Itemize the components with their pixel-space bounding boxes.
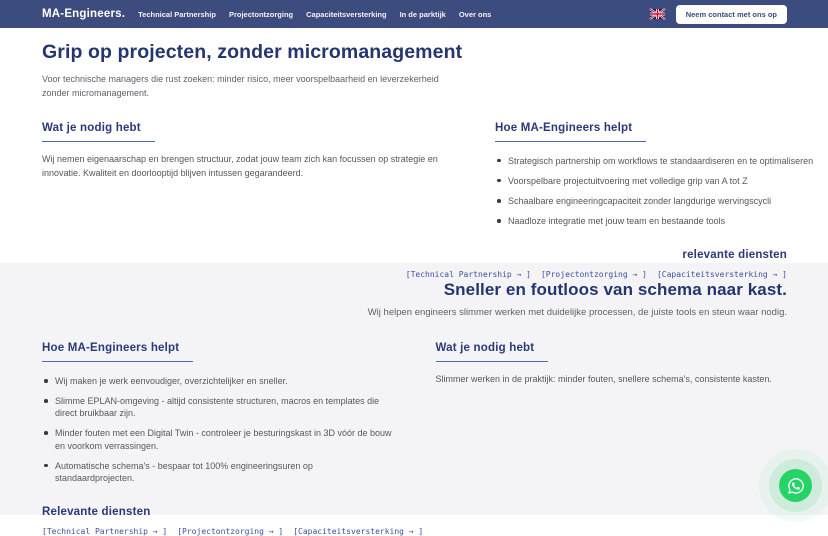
nav-item-technical-partnership[interactable]: Technical Partnership — [138, 9, 216, 19]
section2-subtitle: Wij helpen engineers slimmer werken met duidelijke processen, de juiste tools en steun waar nodig. — [367, 307, 787, 318]
list-item: Slimme EPLAN-omgeving - altijd consistente structuren, macros en templates die direct bruikbaar zijn. — [42, 395, 394, 419]
section2-left-column — [42, 338, 394, 492]
list-item: Voorspelbare projectuitvoering met volledige grip van A tot Z — [495, 175, 787, 187]
list-item: Wij maken je werk eenvoudiger, overzichtelijker en sneller. — [42, 375, 394, 387]
list-item: Automatische schema's - bespaar tot 100% engineeringsuren op standaardprojecten. — [42, 460, 394, 484]
service-link-projectontzorging[interactable]: [Projectontzorging → ] — [540, 270, 647, 280]
section2-columns — [42, 338, 787, 492]
uk-flag-icon[interactable] — [650, 9, 665, 19]
service-link-technical-partnership[interactable]: [Technical Partnership → ] — [405, 270, 531, 280]
main-nav — [138, 10, 491, 19]
service-link-capaciteitsversterking[interactable]: [Capaciteitsversterking → ] — [656, 270, 787, 280]
top-navbar — [0, 0, 828, 28]
whatsapp-button[interactable] — [779, 469, 812, 502]
heading-hoe-ma-engineers-helpt-2: Hoe MA-Engineers helpt — [42, 342, 193, 362]
section2-right-column — [436, 338, 788, 492]
hero-right-column — [495, 118, 814, 236]
service-link-capaciteitsversterking-2[interactable]: [Capaciteitsversterking → ] — [293, 526, 424, 536]
hero-columns — [42, 118, 814, 236]
nav-item-projectontzorging[interactable]: Projectontzorging — [228, 9, 294, 19]
services-heading-2: Relevante diensten — [42, 505, 151, 518]
list-item: Schaalbare engineeringcapaciteit zonder langdurige wervingscycli — [495, 195, 787, 207]
hero-left-text: Wij nemen eigenaarschap en brengen structuur, zodat jouw team zich kan focussen op strategie en innovatie. Kwaliteit en doorlooptijd blijven intussen gegarandeerd. — [42, 153, 438, 179]
contact-button[interactable]: Neem contact met ons op — [676, 5, 787, 24]
logo[interactable]: MA-Engineers. — [42, 8, 126, 20]
list-item: Strategisch partnership om workflows te standaardiseren en te optimaliseren — [495, 155, 787, 167]
hero-subtitle: Voor technische managers die rust zoeken: minder risico, meer voorspelbaarheid en leverzekerheid zonder micromanagement. — [42, 74, 439, 99]
hero-bullet-list — [495, 155, 814, 228]
schema-section — [0, 263, 828, 536]
services-links-2 — [42, 527, 787, 536]
section2-title: Sneller en foutloos van schema naar kast. — [443, 280, 787, 299]
service-link-technical-partnership-2[interactable]: [Technical Partnership → ] — [42, 526, 168, 536]
hero-left-column — [42, 118, 451, 236]
heading-wat-je-nodig-hebt: Wat je nodig hebt — [42, 122, 155, 142]
hero-section — [0, 28, 828, 280]
whatsapp-icon — [787, 477, 805, 495]
nav-item-capaciteitsversterking[interactable]: Capaciteitsversterking — [306, 9, 387, 19]
nav-item-in-de-parktijk[interactable]: In de parktijk — [399, 9, 446, 19]
section2-bullet-list — [42, 375, 394, 484]
service-link-projectontzorging-2[interactable]: [Projectontzorging → ] — [177, 526, 284, 536]
list-item: Naadloze integratie met jouw team en bestaande tools — [495, 215, 787, 227]
nav-item-over-ons[interactable]: Over ons — [458, 9, 492, 19]
section2-services — [42, 506, 787, 536]
heading-wat-je-nodig-hebt-2: Wat je nodig hebt — [436, 342, 549, 362]
list-item: Minder fouten met een Digital Twin - controleer je besturingskast in 3D vóór de bouw en voorkom verrassingen. — [42, 427, 394, 451]
page-title: Grip op projecten, zonder micromanagement — [42, 41, 463, 63]
services-heading: relevante diensten — [682, 249, 787, 262]
heading-hoe-ma-engineers-helpt: Hoe MA-Engineers helpt — [495, 122, 646, 142]
section2-right-text: Slimmer werken in de praktijk: minder fouten, snellere schema's, consistente kasten. — [435, 374, 772, 384]
